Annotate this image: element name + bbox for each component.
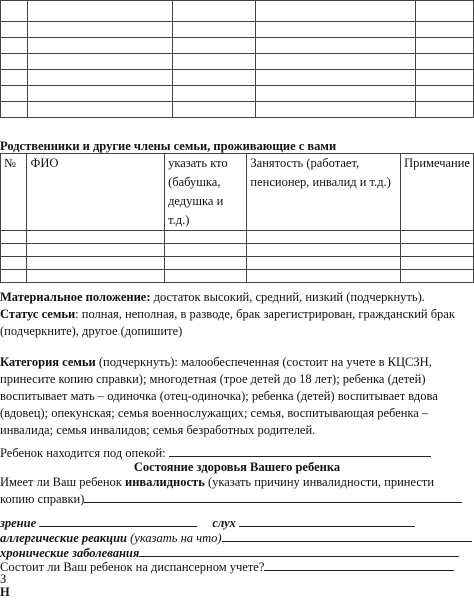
disability-line xyxy=(0,474,474,491)
table-cell xyxy=(172,86,256,102)
table-cell xyxy=(401,244,474,257)
family-category-line-2: принесите копию справки); многодетная (трое детей до 18 лет); ребенка (детей) xyxy=(0,372,426,386)
table-cell xyxy=(172,102,256,118)
table-cell xyxy=(27,270,165,283)
table-cell xyxy=(165,231,247,244)
table-cell xyxy=(247,270,401,283)
table-cell xyxy=(27,38,172,54)
guardianship-field[interactable] xyxy=(169,444,431,457)
cut-line-2: Н xyxy=(0,585,10,599)
family-status-line xyxy=(0,306,474,323)
col-header-who-line: т.д.) xyxy=(168,213,190,227)
table-cell xyxy=(172,22,256,38)
col-header-no: № xyxy=(1,154,27,231)
col-header-notes xyxy=(401,154,474,231)
table-cell xyxy=(1,22,28,38)
table-cell xyxy=(416,86,474,102)
table-cell xyxy=(27,244,165,257)
table-cell xyxy=(27,231,165,244)
disability-field[interactable] xyxy=(84,490,462,503)
table-cell xyxy=(27,1,172,22)
table-cell xyxy=(256,38,416,54)
table-cell xyxy=(172,1,256,22)
table-cell xyxy=(172,70,256,86)
hearing-label: слух xyxy=(212,516,236,530)
table-cell xyxy=(27,22,172,38)
table-cell xyxy=(165,270,247,283)
disability-line-2-text: копию справки) xyxy=(0,492,85,506)
table-cell xyxy=(256,102,416,118)
col-header-name: ФИО xyxy=(27,154,165,231)
table-cell xyxy=(1,38,28,54)
table-cell xyxy=(401,257,474,270)
table-cell xyxy=(172,54,256,70)
family-status-label: Статус семьи xyxy=(0,307,76,321)
disability-text-post: (указать причину инвалидности, принести xyxy=(204,475,435,489)
top-empty-table xyxy=(0,0,474,118)
table-cell xyxy=(247,244,401,257)
table-cell xyxy=(27,70,172,86)
table-cell xyxy=(416,54,474,70)
vision-field[interactable] xyxy=(39,514,197,527)
col-header-occupation-line: пенсионер, инвалид и т.д.) xyxy=(250,175,391,189)
family-category-label: Категория семьи xyxy=(0,355,96,369)
allergy-label: аллергические реакции xyxy=(0,531,127,545)
table-cell xyxy=(256,22,416,38)
table-cell xyxy=(416,38,474,54)
col-header-occupation-line: Занятость (работает, xyxy=(250,156,360,170)
table-cell xyxy=(256,86,416,102)
hearing-field[interactable] xyxy=(239,514,415,527)
table-cell xyxy=(256,54,416,70)
allergy-field[interactable] xyxy=(222,529,472,542)
table-cell xyxy=(1,257,27,270)
cut-line-1: З xyxy=(0,572,7,586)
table-cell xyxy=(256,70,416,86)
guardianship-label: Ребенок находится под опекой: xyxy=(0,446,166,460)
table-cell xyxy=(1,1,28,22)
table-cell xyxy=(27,86,172,102)
disability-word: инвалидность xyxy=(125,475,205,489)
dispensary-field[interactable] xyxy=(264,558,454,571)
table-cell xyxy=(1,244,27,257)
family-category-line-4: (вдовец); опекунская; семья военнослужащих; семья, воспитывающая ребенка – xyxy=(0,406,429,420)
col-header-who xyxy=(165,154,247,231)
chronic-label: хронические заболевания xyxy=(0,546,140,560)
table-cell xyxy=(1,102,28,118)
col-header-notes-text: Примечание xyxy=(404,156,470,170)
disability-text-pre: Имеет ли Ваш ребенок xyxy=(0,475,125,489)
material-status-text: достаток высокий, средний, низкий (подчеркнуть). xyxy=(153,290,425,304)
health-title: Состояние здоровья Вашего ребенка xyxy=(133,460,341,474)
dispensary-text: Состоит ли Ваш ребенок на диспансерном учете? xyxy=(0,560,265,574)
table-cell xyxy=(256,1,416,22)
table-cell xyxy=(401,231,474,244)
col-header-occupation xyxy=(247,154,401,231)
material-status-line xyxy=(0,289,474,306)
table-cell xyxy=(27,257,165,270)
table-cell xyxy=(1,86,28,102)
relatives-heading: Родственники и другие члены семьи, проживающие с вами xyxy=(0,139,337,153)
table-cell xyxy=(247,257,401,270)
family-category-line xyxy=(0,354,474,371)
table-cell xyxy=(416,70,474,86)
table-cell xyxy=(27,102,172,118)
table-cell xyxy=(401,270,474,283)
family-status-text: : полная, неполная, в разводе, брак зарегистрирован, гражданский брак xyxy=(75,307,455,321)
table-cell xyxy=(416,22,474,38)
table-cell xyxy=(172,38,256,54)
table-cell xyxy=(416,1,474,22)
table-cell xyxy=(1,231,27,244)
col-header-who-line: (бабушка, xyxy=(168,175,221,189)
family-category-line-3: воспитывает мать – одиночка (отец-одиночка); ребенка (детей) воспитывает вдова xyxy=(0,389,438,403)
table-cell xyxy=(416,102,474,118)
table-cell xyxy=(1,270,27,283)
family-category-line-5: инвалида; семья инвалидов; семья безработных родителей. xyxy=(0,423,316,437)
material-status-label: Материальное положение: xyxy=(0,290,151,304)
table-cell xyxy=(165,244,247,257)
allergy-note: (указать на что) xyxy=(126,531,222,545)
family-status-line-2: (подчеркните), другое (допишите) xyxy=(0,324,183,338)
col-header-who-line: указать кто xyxy=(168,156,228,170)
family-category-text: (подчеркнуть): малообеспеченная (состоит на учете в КЦСЗН, xyxy=(95,355,432,369)
col-header-who-line: дедушка и xyxy=(168,194,224,208)
table-cell xyxy=(247,231,401,244)
disability-line-2 xyxy=(0,490,474,508)
table-cell xyxy=(165,257,247,270)
relatives-table xyxy=(0,153,474,283)
table-cell xyxy=(1,70,28,86)
vision-label: зрение xyxy=(0,516,37,530)
chronic-field[interactable] xyxy=(139,544,459,557)
table-cell xyxy=(1,54,28,70)
table-cell xyxy=(27,54,172,70)
